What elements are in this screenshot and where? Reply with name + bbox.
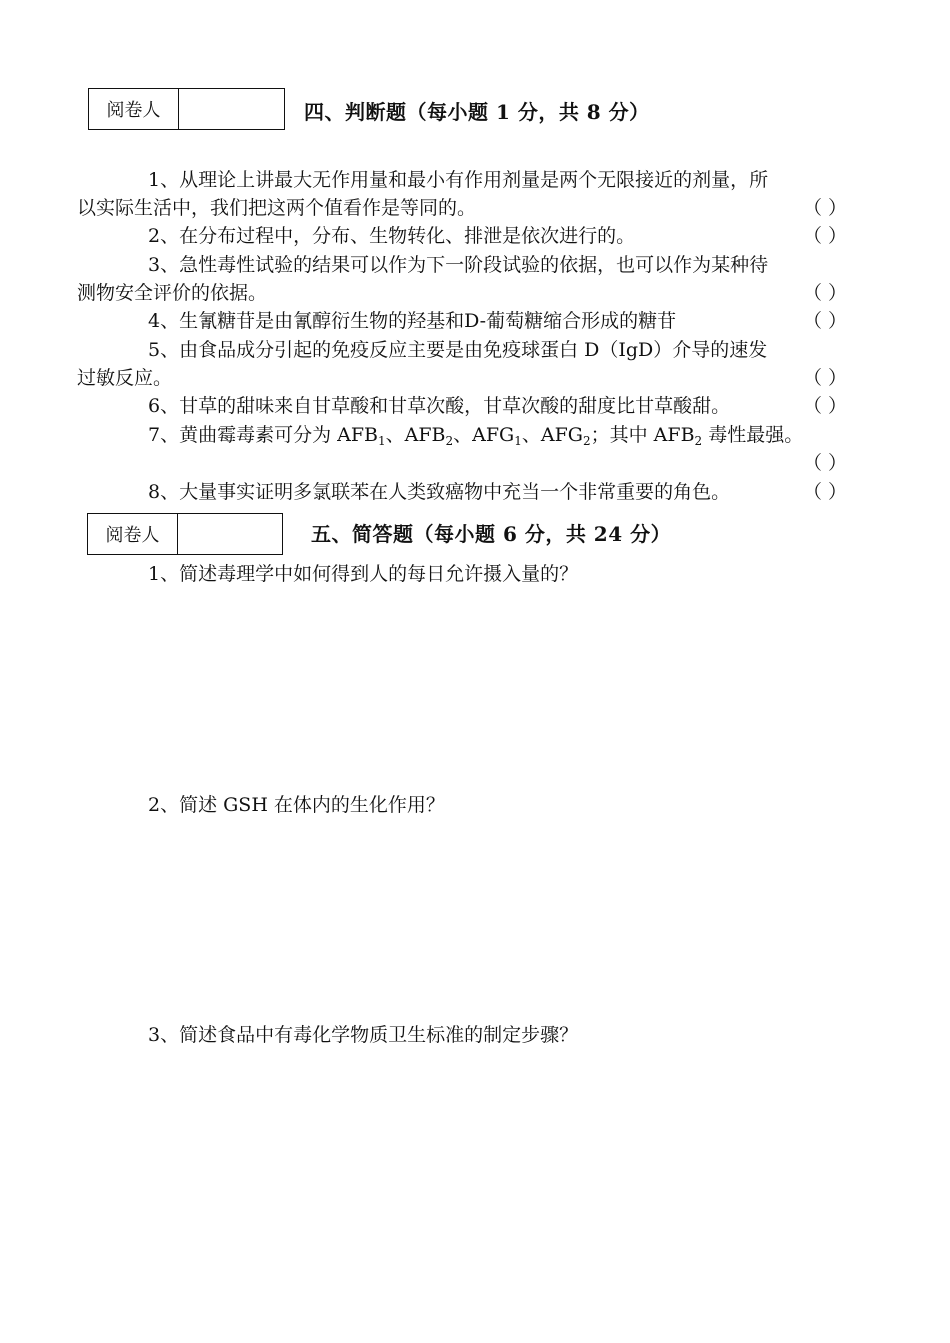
tf-question-2 bbox=[148, 222, 847, 250]
tf-q1-line1: 1、从理论上讲最大无作用量和最小有作用剂量是两个无限接近的剂量，所 bbox=[148, 169, 769, 191]
tf-q5-line1: 5、由食品成分引起的免疫反应主要是由免疫球蛋白 D（IgD）介导的速发 bbox=[148, 339, 768, 361]
grader-box-section5 bbox=[87, 513, 283, 555]
tf-q3-line2: 测物安全评价的依据。 bbox=[77, 282, 268, 304]
tf-q7-prefix: 7、黄曲霉毒素可分为 AFB bbox=[148, 424, 378, 446]
grader-label: 阅卷人 bbox=[88, 514, 178, 554]
subscript: 2 bbox=[582, 434, 591, 448]
section4-title: 四、判断题（每小题 1 分，共 8 分） bbox=[304, 100, 650, 124]
tf-question-5-cont bbox=[77, 364, 847, 392]
tf-question-1 bbox=[148, 166, 847, 194]
tf-q4-text: 4、生氰糖苷是由氰醇衍生物的羟基和D-葡萄糖缩合形成的糖苷 bbox=[148, 310, 677, 332]
tf-q7-afb: 、AFB bbox=[385, 424, 446, 446]
answer-paren: （ ） bbox=[802, 481, 847, 503]
subscript: 2 bbox=[445, 434, 454, 448]
tf-question-3 bbox=[148, 251, 847, 279]
tf-question-4 bbox=[148, 307, 847, 335]
tf-question-6 bbox=[148, 392, 847, 420]
subscript: 2 bbox=[694, 434, 703, 448]
tf-q2-text: 2、在分布过程中，分布、生物转化、排泄是依次进行的。 bbox=[148, 225, 636, 247]
tf-q7-mid: ；其中 AFB bbox=[590, 424, 695, 446]
answer-paren: （ ） bbox=[802, 282, 847, 304]
tf-q1-line2: 以实际生活中，我们把这两个值看作是等同的。 bbox=[77, 197, 477, 219]
tf-question-5 bbox=[148, 336, 847, 364]
answer-paren: （ ） bbox=[802, 310, 847, 332]
tf-q7-afg2: 、AFG bbox=[521, 424, 583, 446]
tf-q8-text: 8、大量事实证明多氯联苯在人类致癌物中充当一个非常重要的角色。 bbox=[148, 481, 731, 503]
tf-q7-end: 毒性最强。 bbox=[702, 424, 804, 446]
grader-signature-field bbox=[179, 89, 284, 129]
tf-question-3-cont bbox=[77, 279, 847, 307]
section5-title: 五、简答题（每小题 6 分，共 24 分） bbox=[311, 522, 672, 546]
tf-q6-text: 6、甘草的甜味来自甘草酸和甘草次酸，甘草次酸的甜度比甘草酸甜。 bbox=[148, 395, 731, 417]
answer-paren: （ ） bbox=[802, 452, 847, 474]
grader-signature-field bbox=[178, 514, 282, 554]
short-answer-question-2: 2、简述 GSH 在体内的生化作用？ bbox=[148, 794, 445, 816]
grader-label: 阅卷人 bbox=[89, 89, 179, 129]
answer-paren: （ ） bbox=[802, 225, 847, 247]
short-answer-question-1: 1、简述毒理学中如何得到人的每日允许摄入量的？ bbox=[148, 563, 579, 585]
subscript: 1 bbox=[378, 434, 386, 448]
tf-question-8 bbox=[148, 478, 847, 506]
short-answer-question-3: 3、简述食品中有毒化学物质卫生标准的制定步骤？ bbox=[148, 1024, 579, 1046]
tf-question-1-cont bbox=[77, 194, 847, 222]
tf-q7-afg: 、AFG bbox=[453, 424, 515, 446]
answer-paren: （ ） bbox=[802, 367, 847, 389]
answer-paren: （ ） bbox=[802, 197, 847, 219]
subscript: 1 bbox=[514, 434, 522, 448]
tf-question-7 bbox=[148, 421, 847, 455]
tf-q5-line2: 过敏反应。 bbox=[77, 367, 173, 389]
grader-box-section4 bbox=[88, 88, 285, 130]
answer-paren: （ ） bbox=[802, 395, 847, 417]
tf-q3-line1: 3、急性毒性试验的结果可以作为下一阶段试验的依据，也可以作为某种待 bbox=[148, 254, 769, 276]
